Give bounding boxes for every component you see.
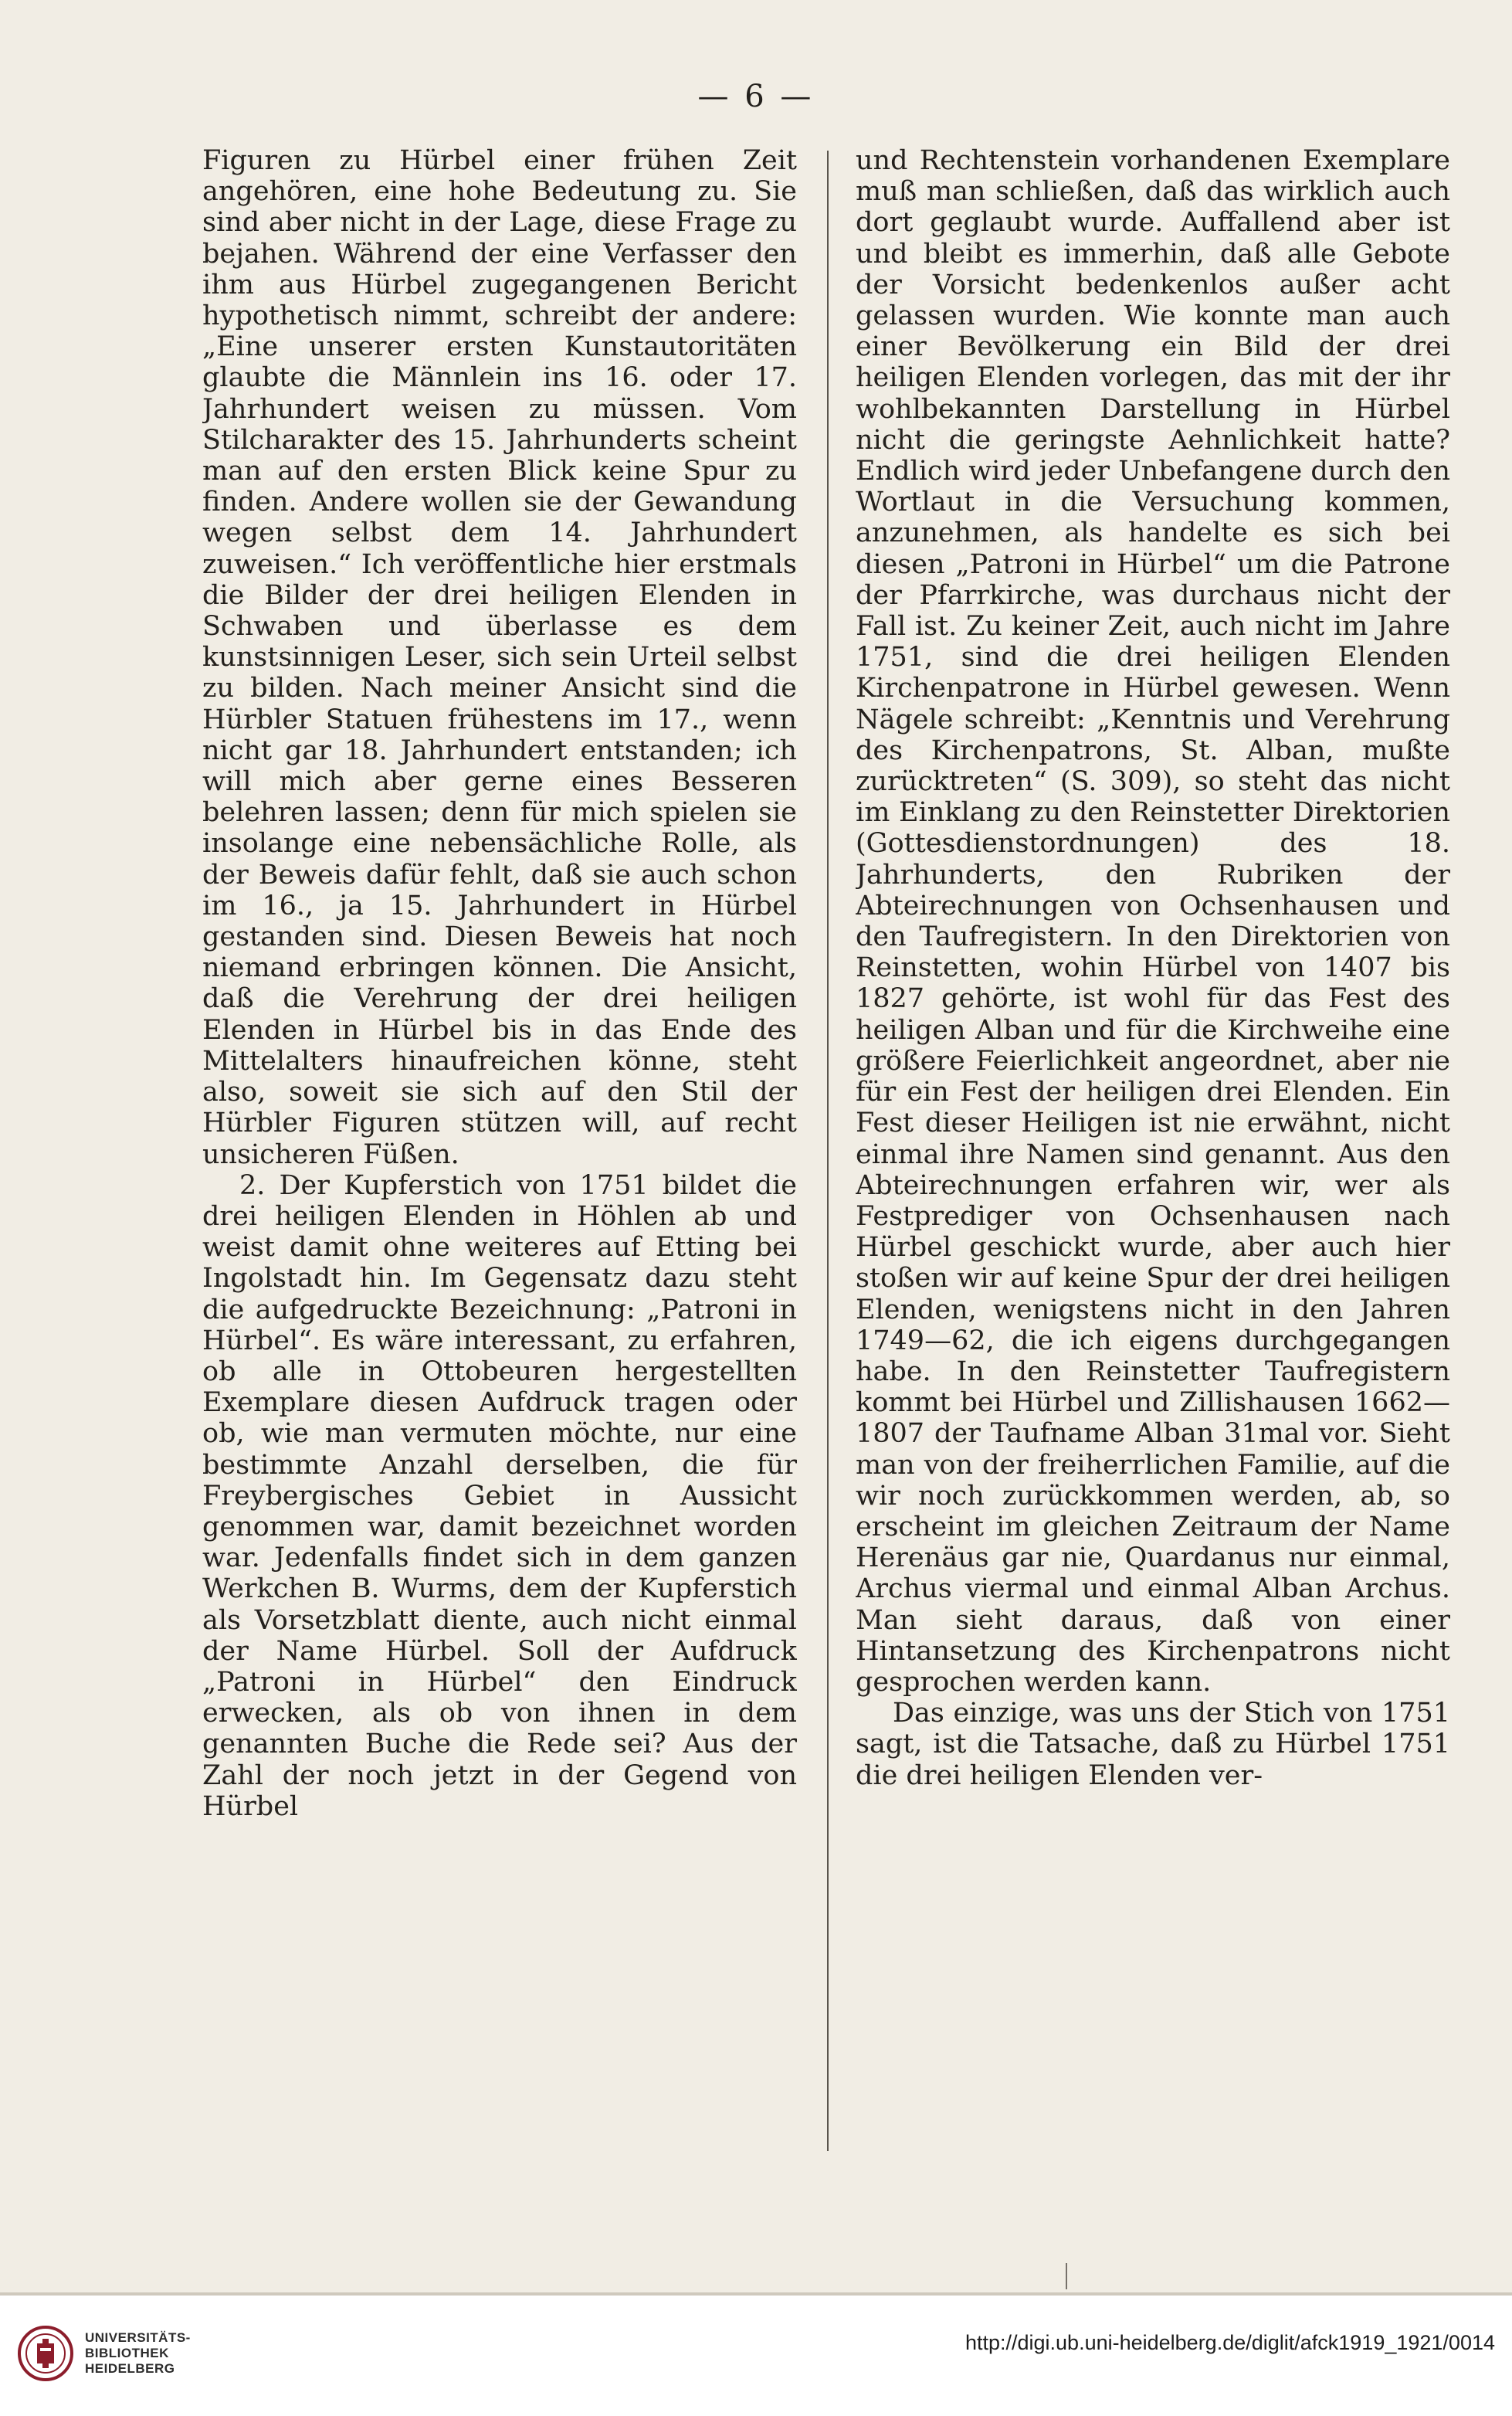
paragraph: Figuren zu Hürbel einer frühen Zeit angehören, eine hohe Bedeutung zu. Sie sind aber nicht in der Lage, diese Frage zu bejahen. Während der eine Verfasser den ihm aus Hürbel zugegangenen Bericht hypothetisch nimmt, schreibt der andere: „Eine unserer ersten Kunstautoritäten glaubte die Männlein ins 16. oder 17. Jahrhundert weisen zu müssen. Vom Stilcharakter des 15. Jahrhunderts scheint man auf den ersten Blick keine Spur zu finden. Andere wollen sie der Gewandung wegen selbst dem 14. Jahrhundert zuweisen.“ Ich veröffentliche hier erstmals die Bilder der drei heiligen Elenden in Schwaben und überlasse es dem kunstsinnigen Leser, sich sein Urteil selbst zu bilden. Nach meiner Ansicht sind die Hürbler Statuen frühestens im 17., wenn nicht gar 18. Jahrhundert entstanden; ich will mich aber gerne eines Besseren belehren lassen; denn für mich spielen sie insolange eine nebensächliche Rolle, als der Beweis dafür fehlt, daß sie auch schon im 16., ja 15. Jahrhundert in Hürbel gestanden sind. Diesen Beweis hat noch niemand erbringen können. Die Ansicht, daß die Verehrung der drei heiligen Elenden in Hürbel bis in das Ende des Mittelalters hinaufreichen könne, steht also, soweit sie sich auf den Stil der Hürbler Figuren stützen will, auf recht unsicheren Füßen. (202, 145, 797, 1170)
footer (0, 2296, 1512, 2416)
logo-line: HEIDELBERG (85, 2361, 175, 2376)
page-number: — 6 — (697, 79, 815, 114)
library-logo[interactable] (17, 2325, 191, 2382)
paragraph: und Rechtenstein vorhandenen Exemplare muß man schließen, daß das wirklich auch dort geglaubt wurde. Auffallend aber ist und bleibt es immerhin, daß alle Gebote der Vorsicht bedenkenlos außer acht gelassen wurden. Wie konnte man auch einer Bevölkerung ein Bild der drei heiligen Elenden vorlegen, das mit der ihr wohlbekannten Darstellung in Hürbel nicht die geringste Aehnlichkeit hatte? Endlich wird jeder Unbefangene durch den Wortlaut in die Versuchung kommen, anzunehmen, als handelte es sich bei diesen „Patroni in Hürbel“ um die Patrone der Pfarrkirche, was durchaus nicht der Fall ist. Zu keiner Zeit, auch nicht im Jahre 1751, sind die drei heiligen Elenden Kirchenpatrone in Hürbel gewesen. Wenn Nägele schreibt: „Kenntnis und Verehrung des Kirchenpatrons, St. Alban, mußte zurücktreten“ (S. 309), so steht das nicht im Einklang zu den Reinstetter Direktorien (Gottesdienstordnungen) des 18. Jahrhunderts, den Rubriken der Abteirechnungen von Ochsenhausen und den Taufregistern. In den Direktorien von Reinstetten, wohin Hürbel von 1407 bis 1827 gehörte, ist wohl für das Fest des heiligen Alban und für die Kirchweihe eine größere Feierlichkeit angeordnet, aber nie für ein Fest der heiligen drei Elenden. Ein Fest dieser Heiligen ist nie erwähnt, nicht einmal ihre Namen sind genannt. Aus den Abteirechnungen erfahren wir, wer als Festprediger von Ochsenhausen nach Hürbel geschickt wurde, aber auch hier stoßen wir auf keine Spur der drei heiligen Elenden, wenigstens nicht in den Jahren 1749—62, die ich eigens durchgegangen habe. In den Reinstetter Taufregistern kommt bei Hürbel und Zillishausen 1662—1807 der Taufname Alban 31mal vor. Sieht man von der freiherrlichen Familie, auf die wir noch zurückkommen werden, ab, so erscheint im gleichen Zeitraum der Name Herenäus gar nie, Quardanus nur einmal, Archus viermal und einmal Alban Archus. Man sieht daraus, daß von einer Hintansetzung des Kirchenpatrons nicht gesprochen werden kann. (856, 145, 1450, 1698)
logo-line: BIBLIOTHEK (85, 2346, 169, 2360)
paragraph: 2. Der Kupferstich von 1751 bildet die drei heiligen Elenden in Höhlen ab und weist damit ohne weiteres auf Etting bei Ingolstadt hin. Im Gegensatz dazu steht die aufgedruckte Bezeichnung: „Patroni in Hürbel“. Es wäre interessant, zu erfahren, ob alle in Ottobeuren hergestellten Exemplare diesen Aufdruck tragen oder ob, wie man vermuten möchte, nur eine bestimmte Anzahl derselben, die für Freybergisches Gebiet in Aussicht genommen war, damit bezeichnet worden war. Jedenfalls findet sich in dem ganzen Werkchen B. Wurms, dem der Kupferstich als Vorsetzblatt diente, auch nicht einmal der Name Hürbel. Soll der Aufdruck „Patroni in Hürbel“ den Eindruck erwecken, als ob von ihnen in dem genannten Buche die Rede sei? Aus der Zahl der noch jetzt in der Gegend von Hürbel (202, 1169, 797, 1822)
left-text-column (202, 145, 797, 2146)
university-seal-icon (17, 2325, 74, 2382)
right-text-column (856, 145, 1450, 2146)
logo-line: UNIVERSITÄTS- (85, 2330, 191, 2345)
scan-mark (1066, 2263, 1067, 2289)
source-url-link[interactable]: http://digi.ub.uni-heidelberg.de/diglit/afck1919_1921/0014 (964, 2331, 1495, 2354)
column-divider (827, 151, 829, 2151)
paragraph: Das einzige, was uns der Stich von 1751 sagt, ist die Tatsache, daß zu Hürbel 1751 die drei heiligen Elenden ver- (856, 1698, 1450, 1791)
